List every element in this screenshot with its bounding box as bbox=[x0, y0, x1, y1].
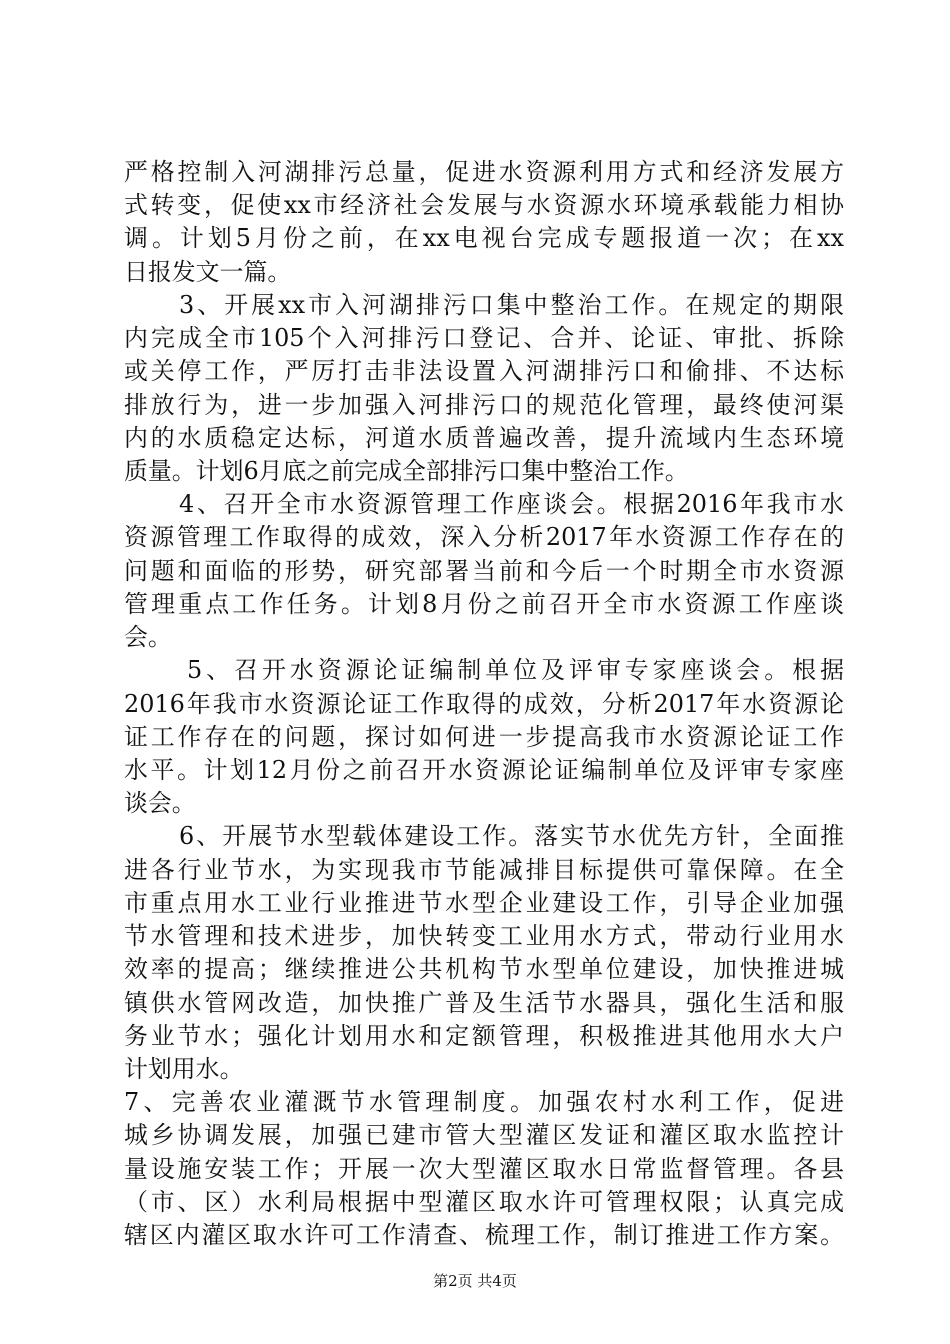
text-line: 务业节水；强化计划用水和定额管理，积极推进其他用水大户 bbox=[124, 1021, 844, 1050]
text-line: （市、区）水利局根据中型灌区取水许可管理权限；认真完成 bbox=[124, 1187, 844, 1216]
text-line: 内的水质稳定达标，河道水质普遍改善，提升流域内生态环境 bbox=[124, 423, 844, 452]
paragraph-start-line: 4、召开全市水资源管理工作座谈会。根据2016年我市水 bbox=[179, 490, 844, 519]
paragraph-start-line: 6、开展节水型载体建设工作。落实节水优先方针，全面推 bbox=[179, 822, 844, 851]
text-line: 节水管理和技术进步，加快转变工业用水方式，带动行业用水 bbox=[124, 922, 844, 950]
text-line: 量设施安装工作；开展一次大型灌区取水日常监督管理。各县 bbox=[124, 1154, 844, 1183]
text-line: 问题和面临的形势，研究部署当前和今后一个时期全市水资源 bbox=[124, 556, 844, 585]
text-line: 内完成全市105个入河排污口登记、合并、论证、审批、拆除 bbox=[124, 324, 844, 353]
paragraph-start-line: 5、召开水资源论证编制单位及评审专家座谈会。根据 bbox=[187, 656, 844, 685]
text-line: 或关停工作，严厉打击非法设置入河湖排污口和偷排、不达标 bbox=[124, 357, 844, 386]
text-line: 排放行为，进一步加强入河排污口的规范化管理，最终使河渠 bbox=[124, 390, 844, 419]
text-line: 谈会。 bbox=[124, 789, 196, 818]
text-line: 辖区内灌区取水许可工作清查、梳理工作，制订推进工作方案。 bbox=[124, 1221, 844, 1249]
text-line: 证工作存在的问题，探讨如何进一步提高我市水资源论证工作 bbox=[124, 722, 844, 751]
text-line: 效率的提高；继续推进公共机构节水型单位建设，加快推进城 bbox=[124, 955, 844, 984]
text-line: 管理重点工作任务。计划8月份之前召开全市水资源工作座谈 bbox=[124, 589, 844, 618]
text-line: 质量。计划6月底之前完成全部排污口集中整治工作。 bbox=[124, 457, 689, 485]
text-line: 城乡协调发展，加强已建市管大型灌区发证和灌区取水监控计 bbox=[124, 1121, 844, 1150]
text-line: 严格控制入河湖排污总量，促进水资源利用方式和经济发展方 bbox=[124, 158, 844, 186]
text-line: 镇供水管网改造，加快推广普及生活节水器具，强化生活和服 bbox=[124, 988, 844, 1017]
text-line: 进各行业节水，为实现我市节能减排目标提供可靠保障。在全 bbox=[124, 855, 844, 884]
paragraph-start-line: 3、开展xx市入河湖排污口集中整治工作。在规定的期限 bbox=[179, 290, 844, 319]
text-line: 计划用水。 bbox=[124, 1054, 244, 1083]
text-line: 市重点用水工业行业推进节水型企业建设工作，引导企业加强 bbox=[124, 888, 844, 917]
text-line: 资源管理工作取得的成效，深入分析2017年水资源工作存在的 bbox=[124, 523, 844, 552]
text-line: 水平。计划12月份之前召开水资源论证编制单位及评审专家座 bbox=[124, 755, 844, 784]
paragraph-start-line: 7、完善农业灌溉节水管理制度。加强农村水利工作，促进 bbox=[124, 1088, 844, 1117]
text-line: 式转变，促使xx市经济社会发展与水资源水环境承载能力相协 bbox=[124, 191, 844, 220]
text-line: 调。计划5月份之前，在xx电视台完成专题报道一次；在xx bbox=[124, 224, 844, 253]
page-number-footer: 第2页 共4页 bbox=[433, 1272, 517, 1290]
text-line: 会。 bbox=[124, 623, 172, 652]
text-line: 2016年我市水资源论证工作取得的成效，分析2017年水资源论 bbox=[124, 689, 844, 718]
text-line: 日报发文一篇。 bbox=[124, 257, 292, 286]
